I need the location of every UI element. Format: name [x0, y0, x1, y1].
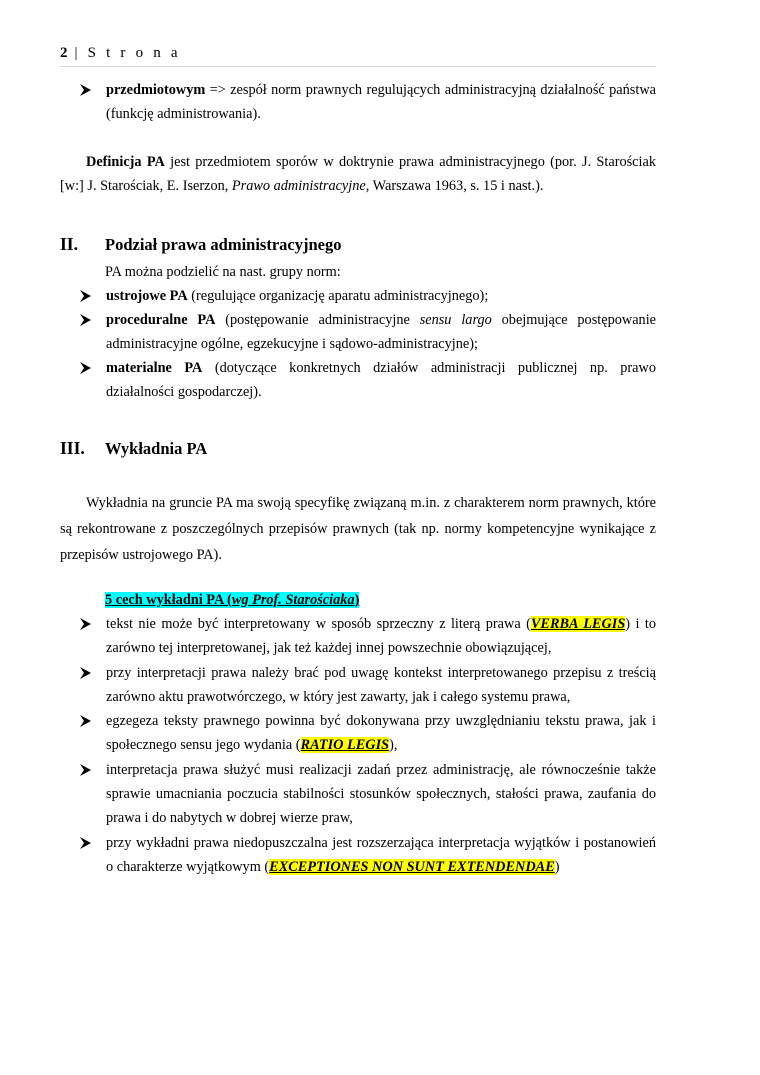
feature-text: egzegeza teksty prawnego powinna być dokonywana przy uwzględnianiu tekstu prawa, jak i społecznego sensu jego wydania ( [106, 713, 656, 753]
arrow-bullet-icon [80, 308, 96, 326]
definition-book-title: Prawo administracyjne, [231, 178, 370, 194]
section-2-heading [60, 232, 342, 257]
features-heading [105, 588, 359, 612]
latin-maxim: RATIO LEGIS [300, 737, 390, 753]
arrow-bullet-icon [80, 284, 96, 302]
bullet-przedmiotowym [80, 78, 656, 126]
definition-text-1: jest przedmiotem sporów w doktrynie prawa administracyjnego (por. J. Starościak [w:] J. Starościak, E. Iserzon, [60, 154, 656, 194]
header-label: S t r o n a [87, 45, 181, 61]
arrow-bullet-icon [80, 709, 96, 727]
section-2-intro: PA można podzielić na nast. grupy norm: [105, 264, 341, 280]
norm-group-text-cont: obejmujące postępowanie administracyjne ogólne, egzekucyjne i sądowo-administracyjne); [106, 312, 657, 352]
feature-text-cont: ) [554, 859, 560, 875]
header-separator: | [74, 45, 81, 61]
list-item [80, 308, 656, 356]
list-item [80, 612, 656, 660]
section-2-title: Podział prawa administracyjnego [105, 235, 342, 254]
norm-group-text: (regulujące organizację aparatu administracyjnego); [187, 288, 489, 304]
feature-text: interpretacja prawa służyć musi realizacji zadań przez administrację, ale równocześnie także sprawie umacniania poczucia stabilności stosunków społecznych, stałości prawa, zaufania do prawa i do nabytych w dobrej wierze praw, [106, 762, 656, 826]
features-heading-author: wg Prof. Starościaka [231, 592, 355, 608]
list-item [80, 284, 656, 308]
arrow-bullet-icon [80, 356, 96, 374]
arrow-bullet-icon [80, 661, 96, 679]
bullet-term: przedmiotowym [106, 82, 206, 98]
arrow-bullet-icon [80, 78, 96, 96]
features-heading-highlight [105, 592, 359, 608]
norm-group-italic: sensu largo [419, 312, 492, 328]
definition-text-2: Warszawa 1963, s. 15 i nast.). [369, 178, 544, 194]
definition-term: Definicja PA [86, 154, 165, 170]
list-item [80, 758, 656, 830]
section-2-number: II. [60, 234, 78, 254]
feature-text: tekst nie może być interpretowany w sposób sprzeczny z literą prawa ( [106, 616, 531, 632]
arrow-bullet-icon [80, 831, 96, 849]
list-item [80, 356, 656, 404]
section-3-heading [60, 436, 207, 461]
list-item [80, 709, 656, 757]
norm-group-term: proceduralne PA [106, 312, 216, 328]
arrow-bullet-icon [80, 612, 96, 630]
arrow-bullet-icon [80, 758, 96, 776]
features-heading-close: ) [354, 592, 360, 608]
norm-group-term: materialne PA [106, 360, 203, 376]
feature-text: przy interpretacji prawa należy brać pod uwagę kontekst interpretowanego przepisu z treścią zarówno aktu prawotwórczego, w który jest zawarty, jak i całego systemu prawa, [106, 665, 656, 705]
section-3-paragraph: Wykładnia na gruncie PA ma swoją specyfikę związaną m.in. z charakterem norm prawnych, które są rekontrowane z poszczególnych przepisów prawnych (tak np. normy kompetencyjne wynikające z przepisów ustrojowego PA). [60, 495, 656, 563]
norm-group-text: (dotyczące konkretnych działów administracji publicznej np. prawo działalności gospodarczej). [106, 360, 656, 400]
latin-maxim: VERBA LEGIS [530, 616, 626, 632]
section-3-number: III. [60, 438, 85, 458]
feature-text-cont: ) i to zarówno tej interpretowanej, jak też każdej innej powszechnie obowiązującej, [106, 616, 656, 656]
norm-group-term: ustrojowe PA [106, 288, 188, 304]
feature-text: przy wykładni prawa niedopuszczalna jest rozszerzająca interpretacja wyjątków i postanowień o charakterze wyjątkowym ( [106, 835, 656, 875]
bullet-text: => zespół norm prawnych regulujących administracyjną działalność państwa (funkcję administrowania). [106, 82, 656, 122]
definition-paragraph [60, 150, 656, 198]
list-item [80, 831, 656, 879]
feature-text-cont: ), [389, 737, 398, 753]
latin-maxim: EXCEPTIONES NON SUNT EXTENDENDAE [269, 859, 555, 875]
page-header [60, 44, 656, 67]
section-3-title: Wykładnia PA [105, 439, 208, 458]
features-heading-text: 5 cech wykładni PA ( [105, 592, 232, 608]
norm-group-text: (postępowanie administracyjne [215, 312, 420, 328]
list-item [80, 661, 656, 709]
page-number: 2 [60, 45, 68, 61]
